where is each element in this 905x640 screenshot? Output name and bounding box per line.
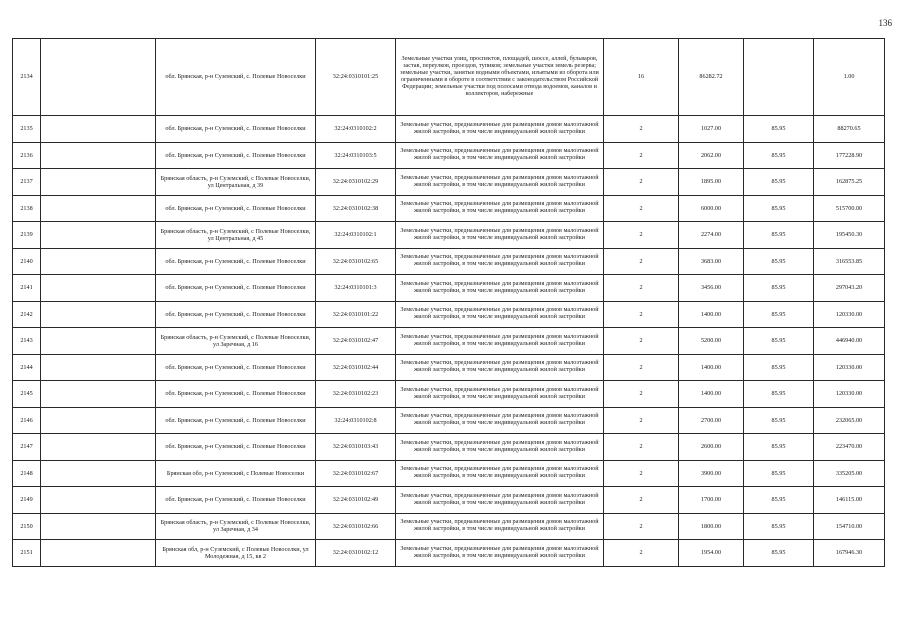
area-cell: 1027.00 [679,116,744,143]
row-number-cell: 2142 [13,301,41,328]
cadastral-number-cell: 32:24:0310102:23 [316,381,396,408]
area-cell: 1895.00 [679,169,744,196]
address-cell: обл. Брянская, р-н Суземский, с. Полевые Новоселки [156,354,316,381]
cadastral-value-cell: 223470.00 [814,434,885,461]
land-category-cell: Земельные участки, предназначенные для размещения домов малоэтажной жилой застройки, в том числе индивидуальной жилой застройки [396,487,604,514]
blank-cell [41,407,156,434]
area-cell: 3900.00 [679,460,744,487]
group-number-cell: 16 [604,39,679,116]
land-category-cell: Земельные участки, предназначенные для размещения домов малоэтажной жилой застройки, в том числе индивидуальной жилой застройки [396,328,604,355]
group-number-cell: 2 [604,354,679,381]
land-category-cell: Земельные участки, предназначенные для размещения домов малоэтажной жилой застройки, в том числе индивидуальной жилой застройки [396,222,604,249]
row-number-cell: 2138 [13,195,41,222]
cadastral-value-cell: 167946.30 [814,540,885,567]
table-row [13,487,885,514]
row-number-cell: 2148 [13,460,41,487]
specific-value-cell: 85.95 [744,354,814,381]
cadastral-value-cell: 162875.25 [814,169,885,196]
land-category-cell: Земельные участки, предназначенные для размещения домов малоэтажной жилой застройки, в том числе индивидуальной жилой застройки [396,248,604,275]
land-category-cell: Земельные участки, предназначенные для размещения домов малоэтажной жилой застройки, в том числе индивидуальной жилой застройки [396,195,604,222]
area-cell: 2274.00 [679,222,744,249]
blank-cell [41,328,156,355]
table-row [13,116,885,143]
cadastral-number-cell: 32:24:0310102:47 [316,328,396,355]
blank-cell [41,513,156,540]
address-cell: обл. Брянская, р-н Суземский, с. Полевые Новоселки [156,195,316,222]
group-number-cell: 2 [604,381,679,408]
address-cell: обл. Брянская, р-н Суземский, с. Полевые Новоселки [156,275,316,302]
specific-value-cell: 85.95 [744,540,814,567]
address-cell: обл. Брянская, р-н Суземский, с. Полевые Новоселки [156,142,316,169]
table-row [13,328,885,355]
cadastral-number-cell: 32:24:0310101:25 [316,39,396,116]
land-category-cell: Земельные участки, предназначенные для размещения домов малоэтажной жилой застройки, в том числе индивидуальной жилой застройки [396,540,604,567]
table-row [13,354,885,381]
row-number-cell: 2147 [13,434,41,461]
table-body [13,39,885,567]
address-cell: обл. Брянская, р-н Суземский, с. Полевые Новоселки [156,39,316,116]
row-number-cell: 2143 [13,328,41,355]
address-cell: обл. Брянская, р-н Суземский, с. Полевые Новоселки [156,381,316,408]
table-row [13,142,885,169]
group-number-cell: 2 [604,434,679,461]
row-number-cell: 2136 [13,142,41,169]
cadastral-value-cell: 232065.00 [814,407,885,434]
cadastral-number-cell: 32:24:0310102:44 [316,354,396,381]
group-number-cell: 2 [604,513,679,540]
area-cell: 6000.00 [679,195,744,222]
group-number-cell: 2 [604,328,679,355]
area-cell: 2062.00 [679,142,744,169]
blank-cell [41,142,156,169]
land-category-cell: Земельные участки, предназначенные для размещения домов малоэтажной жилой застройки, в том числе индивидуальной жилой застройки [396,169,604,196]
cadastral-number-cell: 32:24:0310102:12 [316,540,396,567]
specific-value-cell: 85.95 [744,460,814,487]
cadastral-value-cell: 120330.00 [814,301,885,328]
blank-cell [41,354,156,381]
group-number-cell: 2 [604,540,679,567]
specific-value-cell: 85.95 [744,248,814,275]
blank-cell [41,434,156,461]
table-row [13,301,885,328]
group-number-cell: 2 [604,487,679,514]
specific-value-cell: 85.95 [744,142,814,169]
land-category-cell: Земельные участки, предназначенные для размещения домов малоэтажной жилой застройки, в том числе индивидуальной жилой застройки [396,275,604,302]
cadastral-value-cell: 120330.00 [814,354,885,381]
table-row [13,434,885,461]
cadastral-number-cell: 32:24:0310102:65 [316,248,396,275]
address-cell: обл. Брянская, р-н Суземский, с. Полевые Новоселки [156,487,316,514]
specific-value-cell: 85.95 [744,275,814,302]
cadastral-number-cell: 32:24:0310102:67 [316,460,396,487]
area-cell: 3456.00 [679,275,744,302]
cadastral-value-cell: 1.00 [814,39,885,116]
row-number-cell: 2145 [13,381,41,408]
cadastral-value-cell: 88270.65 [814,116,885,143]
specific-value-cell: 85.95 [744,169,814,196]
table-row [13,169,885,196]
land-category-cell: Земельные участки, предназначенные для размещения домов малоэтажной жилой застройки, в том числе индивидуальной жилой застройки [396,513,604,540]
land-category-cell: Земельные участки, предназначенные для размещения домов малоэтажной жилой застройки, в том числе индивидуальной жилой застройки [396,407,604,434]
land-category-cell: Земельные участки, предназначенные для размещения домов малоэтажной жилой застройки, в том числе индивидуальной жилой застройки [396,301,604,328]
specific-value-cell: 85.95 [744,328,814,355]
cadastral-value-cell: 177228.90 [814,142,885,169]
cadastral-number-cell: 32:24:0310102:2 [316,116,396,143]
row-number-cell: 2137 [13,169,41,196]
row-number-cell: 2139 [13,222,41,249]
blank-cell [41,116,156,143]
specific-value-cell [744,39,814,116]
land-category-cell: Земельные участки, предназначенные для размещения домов малоэтажной жилой застройки, в том числе индивидуальной жилой застройки [396,354,604,381]
area-cell: 2600.00 [679,434,744,461]
cadastral-value-cell: 120330.00 [814,381,885,408]
specific-value-cell: 85.95 [744,116,814,143]
specific-value-cell: 85.95 [744,381,814,408]
cadastral-number-cell: 32:24:0310103:43 [316,434,396,461]
cadastral-value-cell: 515700.00 [814,195,885,222]
blank-cell [41,169,156,196]
specific-value-cell: 85.95 [744,407,814,434]
land-category-cell: Земельные участки, предназначенные для размещения домов малоэтажной жилой застройки, в том числе индивидуальной жилой застройки [396,434,604,461]
group-number-cell: 2 [604,142,679,169]
table-row [13,513,885,540]
address-cell: Брянская область, р-н Суземский, с Полевые Новоселки, ул Центральная, д 45 [156,222,316,249]
land-registry-table [12,38,885,567]
address-cell: обл. Брянская, р-н Суземский, с. Полевые Новоселки [156,248,316,275]
blank-cell [41,381,156,408]
area-cell: 1954.00 [679,540,744,567]
group-number-cell: 2 [604,195,679,222]
table-row [13,275,885,302]
address-cell: Брянская область, р-н Суземский, с Полевые Новоселки, ул Заречная, д 16 [156,328,316,355]
specific-value-cell: 85.95 [744,487,814,514]
cadastral-number-cell: 32:24:0310102:66 [316,513,396,540]
table-row [13,248,885,275]
cadastral-value-cell: 146115.00 [814,487,885,514]
cadastral-value-cell: 154710.00 [814,513,885,540]
table-row [13,39,885,116]
cadastral-number-cell: 32:24:0310103:5 [316,142,396,169]
cadastral-number-cell: 32:24:0310102:1 [316,222,396,249]
cadastral-number-cell: 32:24:0310102:29 [316,169,396,196]
row-number-cell: 2140 [13,248,41,275]
specific-value-cell: 85.95 [744,434,814,461]
group-number-cell: 2 [604,169,679,196]
area-cell: 2700.00 [679,407,744,434]
table-row [13,540,885,567]
address-cell: Брянская обл, р-н Суземский, с Полевые Новоселки [156,460,316,487]
cadastral-value-cell: 316553.85 [814,248,885,275]
land-category-cell: Земельные участки, предназначенные для размещения домов малоэтажной жилой застройки, в том числе индивидуальной жилой застройки [396,460,604,487]
address-cell: Брянская обл, р-н Суземский, с Полевые Новоселки, ул Молодежная, д 15, кв 2 [156,540,316,567]
blank-cell [41,460,156,487]
cadastral-value-cell: 335205.00 [814,460,885,487]
cadastral-value-cell: 195450.30 [814,222,885,249]
area-cell: 1400.00 [679,301,744,328]
row-number-cell: 2150 [13,513,41,540]
blank-cell [41,487,156,514]
table-row [13,381,885,408]
specific-value-cell: 85.95 [744,222,814,249]
row-number-cell: 2144 [13,354,41,381]
area-cell: 86282.72 [679,39,744,116]
area-cell: 3683.00 [679,248,744,275]
cadastral-number-cell: 32:24:0310101:3 [316,275,396,302]
blank-cell [41,275,156,302]
cadastral-number-cell: 32:24:0310102:49 [316,487,396,514]
specific-value-cell: 85.95 [744,195,814,222]
land-category-cell: Земельные участки, предназначенные для размещения домов малоэтажной жилой застройки, в том числе индивидуальной жилой застройки [396,116,604,143]
address-cell: обл. Брянская, р-н Суземский, с. Полевые Новоселки [156,407,316,434]
group-number-cell: 2 [604,116,679,143]
area-cell: 5200.00 [679,328,744,355]
group-number-cell: 2 [604,460,679,487]
land-category-cell: Земельные участки, предназначенные для размещения домов малоэтажной жилой застройки, в том числе индивидуальной жилой застройки [396,142,604,169]
blank-cell [41,301,156,328]
address-cell: обл. Брянская, р-н Суземский, с. Полевые Новоселки [156,434,316,461]
table-row [13,222,885,249]
area-cell: 1400.00 [679,354,744,381]
group-number-cell: 2 [604,275,679,302]
specific-value-cell: 85.95 [744,513,814,540]
row-number-cell: 2141 [13,275,41,302]
address-cell: обл. Брянская, р-н Суземский, с. Полевые Новоселки [156,116,316,143]
cadastral-value-cell: 297043.20 [814,275,885,302]
area-cell: 1800.00 [679,513,744,540]
row-number-cell: 2149 [13,487,41,514]
area-cell: 1400.00 [679,381,744,408]
blank-cell [41,248,156,275]
row-number-cell: 2146 [13,407,41,434]
blank-cell [41,195,156,222]
group-number-cell: 2 [604,407,679,434]
land-category-cell: Земельные участки, предназначенные для размещения домов малоэтажной жилой застройки, в том числе индивидуальной жилой застройки [396,381,604,408]
land-category-cell: Земельные участки улиц, проспектов, площадей, шоссе, аллей, бульваров, застав, переулков, проездов, тупиков; земельные участки земель резерва; земельные участки, занятые водными объектами, изъятыми из оборота или ограниченными в обороте в соответствии с законодательством Российской Федерации; земельные участки под полосами отвода водоемов, каналов и коллекторов, набережные [396,39,604,116]
table-row [13,195,885,222]
cadastral-number-cell: 32:24:0310102:38 [316,195,396,222]
specific-value-cell: 85.95 [744,301,814,328]
cadastral-number-cell: 32:24:0310101:22 [316,301,396,328]
page-number: 136 [878,18,892,28]
row-number-cell: 2135 [13,116,41,143]
address-cell: Брянская область, р-н Суземский, с Полевые Новоселки, ул Заречная, д 34 [156,513,316,540]
table-row [13,460,885,487]
cadastral-number-cell: 32:24:0310102:8 [316,407,396,434]
area-cell: 1700.00 [679,487,744,514]
address-cell: Брянская область, р-н Суземский, с Полевые Новоселки, ул Центральная, д 39 [156,169,316,196]
cadastral-value-cell: 446940.00 [814,328,885,355]
group-number-cell: 2 [604,301,679,328]
group-number-cell: 2 [604,222,679,249]
address-cell: обл. Брянская, р-н Суземский, с. Полевые Новоселки [156,301,316,328]
table-row [13,407,885,434]
row-number-cell: 2134 [13,39,41,116]
group-number-cell: 2 [604,248,679,275]
blank-cell [41,39,156,116]
blank-cell [41,540,156,567]
row-number-cell: 2151 [13,540,41,567]
blank-cell [41,222,156,249]
